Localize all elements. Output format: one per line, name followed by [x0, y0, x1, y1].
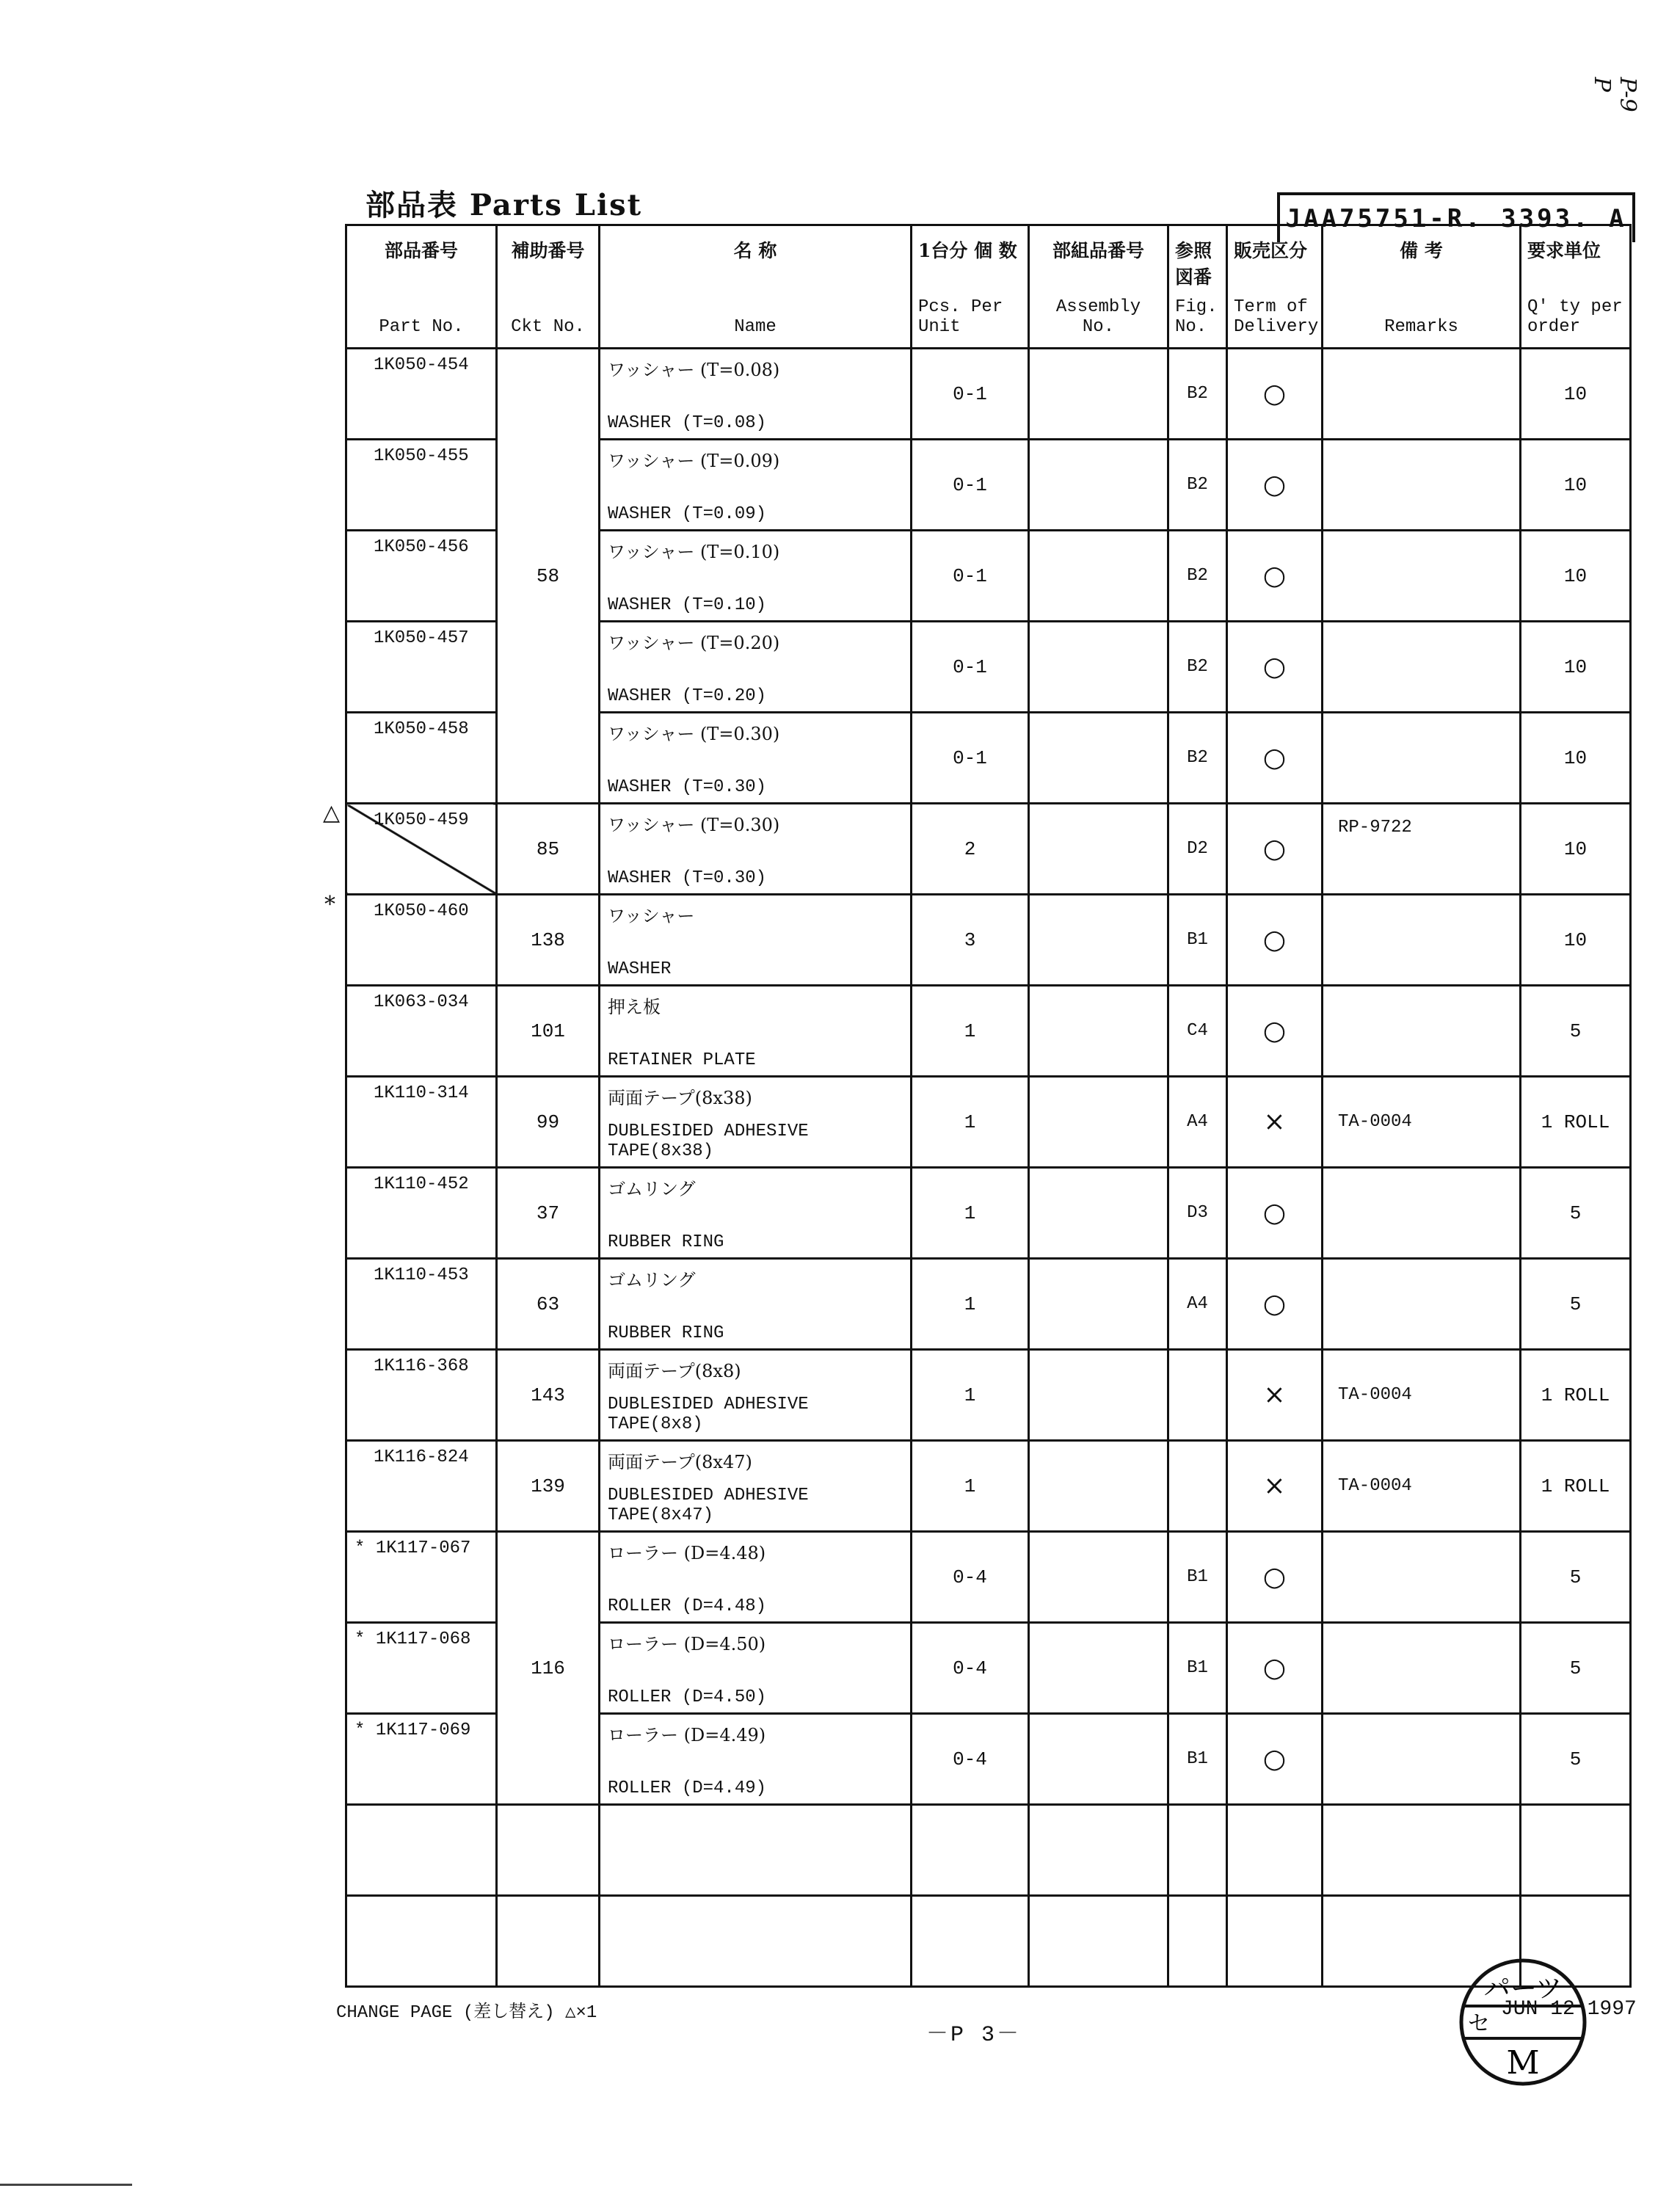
qty-per-order: 10 [1521, 349, 1631, 440]
qty-per-order: 5 [1521, 1714, 1631, 1805]
header-label: 補助番号 [511, 240, 585, 261]
table-row [346, 1532, 1631, 1623]
fig-number [1168, 1441, 1227, 1532]
name-en: DUBLESIDED ADHESIVE TAPE(8x47) [608, 1485, 809, 1525]
header-name [600, 225, 912, 349]
part-number: 1K050-454 [346, 349, 497, 440]
pcs-per-unit: 0-4 [912, 1714, 1029, 1805]
header-label: Term of Delivery [1234, 297, 1319, 337]
header-assembly [1029, 225, 1168, 349]
empty-cell [1227, 1896, 1323, 1987]
fig-number: D3 [1168, 1168, 1227, 1259]
part-number: 1K050-458 [346, 713, 497, 804]
remarks [1323, 1623, 1521, 1714]
pcs-per-unit: 1 [912, 986, 1029, 1077]
pcs-per-unit: 1 [912, 1077, 1029, 1168]
ckt-number: 101 [497, 986, 600, 1077]
pcs-per-unit: 1 [912, 1441, 1029, 1532]
assembly-number [1029, 713, 1168, 804]
qty-per-order: 5 [1521, 1623, 1631, 1714]
term-of-delivery: × [1227, 1077, 1323, 1168]
name-jp: ワッシャー (T=0.30) [608, 723, 780, 744]
header-remarks [1323, 225, 1521, 349]
assembly-number [1029, 895, 1168, 986]
part-number: 1K110-452 [346, 1168, 497, 1259]
term-of-delivery: ○ [1227, 1532, 1323, 1623]
pcs-per-unit: 0-4 [912, 1623, 1029, 1714]
term-of-delivery: × [1227, 1350, 1323, 1441]
name-en: WASHER [608, 959, 672, 979]
part-number [346, 1532, 497, 1623]
ckt-number: 138 [497, 895, 600, 986]
term-of-delivery: ○ [1227, 1259, 1323, 1350]
name-en: WASHER (T=0.30) [608, 868, 767, 888]
term-of-delivery: ○ [1227, 804, 1323, 895]
header-fig [1168, 225, 1227, 349]
part-name [600, 713, 912, 804]
header-ckt-no [497, 225, 600, 349]
name-jp: ワッシャー (T=0.10) [608, 541, 780, 562]
assembly-number [1029, 1077, 1168, 1168]
part-name [600, 531, 912, 622]
name-en: WASHER (T=0.30) [608, 777, 767, 797]
stamp-bottom-text: M [1506, 2044, 1540, 2082]
part-number [346, 1623, 497, 1714]
empty-cell [600, 1896, 912, 1987]
pcs-per-unit: 1 [912, 1168, 1029, 1259]
assembly-number [1029, 531, 1168, 622]
ckt-number: 99 [497, 1077, 600, 1168]
pcs-per-unit: 2 [912, 804, 1029, 895]
name-en: WASHER (T=0.08) [608, 413, 767, 433]
fig-number: B2 [1168, 531, 1227, 622]
empty-cell [1029, 1896, 1168, 1987]
name-jp: ゴムリング [608, 1178, 696, 1199]
term-of-delivery: ○ [1227, 622, 1323, 713]
table-row [346, 895, 1631, 986]
part-name [600, 349, 912, 440]
part-number: 1K063-034 [346, 986, 497, 1077]
name-en: ROLLER (D=4.50) [608, 1687, 767, 1707]
term-of-delivery: ○ [1227, 531, 1323, 622]
pcs-per-unit: 1 [912, 1259, 1029, 1350]
fig-number: B2 [1168, 349, 1227, 440]
fig-number: B2 [1168, 440, 1227, 531]
part-name [600, 440, 912, 531]
header-term [1227, 225, 1323, 349]
fig-number: B1 [1168, 895, 1227, 986]
name-jp: ローラー (D=4.48) [608, 1542, 766, 1563]
qty-per-order: 5 [1521, 986, 1631, 1077]
part-number-text: 1K117-069 [375, 1720, 471, 1740]
name-jp: 両面テープ(8x38) [608, 1087, 752, 1108]
triangle-change-icon: △ [323, 800, 341, 826]
pcs-per-unit: 0-1 [912, 713, 1029, 804]
header-label: 参照 図番 [1175, 240, 1212, 288]
fig-number: B1 [1168, 1532, 1227, 1623]
part-name [600, 1350, 912, 1441]
header-label: 名 称 [733, 240, 777, 261]
empty-cell [1521, 1805, 1631, 1896]
header-label: Fig. No. [1175, 297, 1218, 337]
qty-per-order: 10 [1521, 804, 1631, 895]
header-row [346, 225, 1631, 349]
ckt-number: 58 [497, 349, 600, 804]
ckt-number: 37 [497, 1168, 600, 1259]
part-name [600, 986, 912, 1077]
part-name [600, 1168, 912, 1259]
qty-per-order: 10 [1521, 622, 1631, 713]
asterisk-mark: * [354, 1629, 366, 1649]
assembly-number [1029, 1441, 1168, 1532]
part-number: 1K050-456 [346, 531, 497, 622]
assembly-number [1029, 1350, 1168, 1441]
term-of-delivery: ○ [1227, 895, 1323, 986]
name-en: DUBLESIDED ADHESIVE TAPE(8x8) [608, 1394, 809, 1434]
part-number: 1K116-368 [346, 1350, 497, 1441]
qty-per-order: 10 [1521, 531, 1631, 622]
qty-per-order: 1 ROLL [1521, 1077, 1631, 1168]
remarks: TA-0004 [1323, 1350, 1521, 1441]
name-jp: 押え板 [608, 996, 661, 1017]
table-row [346, 1077, 1631, 1168]
empty-cell [497, 1805, 600, 1896]
assembly-number [1029, 1168, 1168, 1259]
term-of-delivery: ○ [1227, 349, 1323, 440]
remarks: TA-0004 [1323, 1441, 1521, 1532]
parts-table [345, 224, 1632, 1988]
fig-number: C4 [1168, 986, 1227, 1077]
assembly-number [1029, 622, 1168, 713]
assembly-number [1029, 986, 1168, 1077]
ckt-number: 143 [497, 1350, 600, 1441]
qty-per-order: 10 [1521, 713, 1631, 804]
fig-number: B2 [1168, 713, 1227, 804]
part-number: 1K050-459 [346, 804, 497, 895]
name-jp: ゴムリング [608, 1269, 696, 1290]
header-label: Ckt No. [511, 317, 585, 337]
header-qty [1521, 225, 1631, 349]
stamp-date: JUN 12 1997 [1501, 1998, 1637, 2021]
name-jp: 両面テープ(8x8) [608, 1360, 741, 1381]
ckt-number: 85 [497, 804, 600, 895]
header-label: Remarks [1384, 317, 1458, 337]
table-row [346, 804, 1631, 895]
header-pcs [912, 225, 1029, 349]
name-jp: ワッシャー (T=0.30) [608, 814, 780, 835]
assembly-number [1029, 1259, 1168, 1350]
stamp-top-text: パーツ [1483, 1974, 1563, 2004]
part-name [600, 1714, 912, 1805]
term-of-delivery: ○ [1227, 1168, 1323, 1259]
remarks [1323, 531, 1521, 622]
part-name [600, 804, 912, 895]
name-en: ROLLER (D=4.48) [608, 1596, 767, 1616]
header-label: 部組品番号 [1052, 240, 1144, 261]
header-label: 1台分 個 数 [918, 240, 1017, 261]
table-row [346, 1259, 1631, 1350]
table-row [346, 1168, 1631, 1259]
fig-number: A4 [1168, 1077, 1227, 1168]
ckt-number: 63 [497, 1259, 600, 1350]
qty-per-order: 10 [1521, 895, 1631, 986]
assembly-number [1029, 1623, 1168, 1714]
empty-cell [1227, 1805, 1323, 1896]
remarks [1323, 440, 1521, 531]
empty-cell [346, 1896, 497, 1987]
remarks [1323, 713, 1521, 804]
part-name [600, 1441, 912, 1532]
name-en: RUBBER RING [608, 1232, 724, 1252]
remarks [1323, 1714, 1521, 1805]
fig-number: A4 [1168, 1259, 1227, 1350]
remarks [1323, 349, 1521, 440]
qty-per-order: 5 [1521, 1259, 1631, 1350]
part-name [600, 622, 912, 713]
term-of-delivery: ○ [1227, 713, 1323, 804]
remarks: RP-9722 [1323, 804, 1521, 895]
part-number [346, 1714, 497, 1805]
remarks [1323, 895, 1521, 986]
parts-center-stamp [1457, 1956, 1589, 2088]
part-number: 1K110-453 [346, 1259, 497, 1350]
header-label: Name [734, 317, 777, 337]
name-jp: ワッシャー [608, 905, 695, 926]
assembly-number [1029, 1532, 1168, 1623]
header-label: Part No. [379, 317, 464, 337]
stamp-middle-text: セ [1468, 2011, 1490, 2037]
empty-row [346, 1805, 1631, 1896]
name-jp: ワッシャー (T=0.09) [608, 450, 780, 471]
empty-cell [1168, 1805, 1227, 1896]
part-name [600, 1077, 912, 1168]
table-row [346, 349, 1631, 440]
remarks [1323, 1168, 1521, 1259]
name-en: DUBLESIDED ADHESIVE TAPE(8x38) [608, 1121, 809, 1161]
handwritten-note: P-9 P [1589, 77, 1640, 112]
qty-per-order: 5 [1521, 1532, 1631, 1623]
asterisk-icon: * [324, 892, 335, 918]
name-en: RUBBER RING [608, 1323, 724, 1343]
name-jp: ワッシャー (T=0.08) [608, 359, 780, 380]
part-name [600, 1623, 912, 1714]
remarks [1323, 622, 1521, 713]
empty-cell [912, 1896, 1029, 1987]
asterisk-mark: * [354, 1720, 366, 1740]
scan-edge-line [0, 2184, 132, 2186]
empty-cell [1168, 1896, 1227, 1987]
part-number-text: 1K117-068 [375, 1629, 471, 1649]
term-of-delivery: × [1227, 1441, 1323, 1532]
remarks [1323, 1532, 1521, 1623]
header-part-no [346, 225, 497, 349]
pcs-per-unit: 3 [912, 895, 1029, 986]
name-en: WASHER (T=0.10) [608, 595, 767, 615]
name-jp: ローラー (D=4.50) [608, 1633, 766, 1654]
header-label: Assembly No. [1055, 297, 1141, 337]
fig-number: B1 [1168, 1623, 1227, 1714]
name-jp: 両面テープ(8x47) [608, 1451, 752, 1472]
pcs-per-unit: 1 [912, 1350, 1029, 1441]
assembly-number [1029, 440, 1168, 531]
part-name [600, 895, 912, 986]
pcs-per-unit: 0-1 [912, 349, 1029, 440]
part-number: 1K110-314 [346, 1077, 497, 1168]
name-en: RETAINER PLATE [608, 1050, 756, 1070]
empty-row [346, 1896, 1631, 1987]
qty-per-order: 5 [1521, 1168, 1631, 1259]
assembly-number [1029, 804, 1168, 895]
pcs-per-unit: 0-1 [912, 531, 1029, 622]
name-en: ROLLER (D=4.49) [608, 1778, 767, 1798]
header-label: Q' ty per order [1527, 297, 1623, 337]
name-en: WASHER (T=0.20) [608, 686, 767, 706]
fig-number [1168, 1350, 1227, 1441]
name-en: WASHER (T=0.09) [608, 504, 767, 524]
empty-cell [1029, 1805, 1168, 1896]
table-row [346, 1441, 1631, 1532]
term-of-delivery: ○ [1227, 440, 1323, 531]
part-name [600, 1259, 912, 1350]
header-label: 販売区分 [1234, 240, 1308, 261]
empty-cell [600, 1805, 912, 1896]
qty-per-order: 10 [1521, 440, 1631, 531]
header-label: Pcs. Per Unit [918, 297, 1003, 337]
empty-cell [346, 1805, 497, 1896]
header-label: 部品番号 [384, 240, 458, 261]
remarks [1323, 1259, 1521, 1350]
table-row [346, 1350, 1631, 1441]
name-jp: ワッシャー (T=0.20) [608, 632, 780, 653]
page-number: －P 3－ [926, 2023, 1022, 2048]
term-of-delivery: ○ [1227, 986, 1323, 1077]
header-label: 備 考 [1400, 240, 1443, 261]
ckt-number: 116 [497, 1532, 600, 1805]
assembly-number [1029, 349, 1168, 440]
empty-cell [912, 1805, 1029, 1896]
empty-cell [1323, 1805, 1521, 1896]
asterisk-mark: * [354, 1538, 366, 1558]
part-name [600, 1532, 912, 1623]
fig-number: D2 [1168, 804, 1227, 895]
empty-cell [497, 1896, 600, 1987]
term-of-delivery: ○ [1227, 1623, 1323, 1714]
remarks [1323, 986, 1521, 1077]
part-number: 1K050-460 [346, 895, 497, 986]
part-number-text: 1K117-067 [375, 1538, 471, 1558]
remarks: TA-0004 [1323, 1077, 1521, 1168]
term-of-delivery: ○ [1227, 1714, 1323, 1805]
table-row [346, 986, 1631, 1077]
qty-per-order: 1 ROLL [1521, 1350, 1631, 1441]
pcs-per-unit: 0-1 [912, 622, 1029, 713]
page-title: 部品表 Parts List [366, 188, 643, 222]
fig-number: B1 [1168, 1714, 1227, 1805]
ckt-number: 139 [497, 1441, 600, 1532]
change-page-note: CHANGE PAGE (差し替え) △×1 [336, 2003, 597, 2023]
fig-number: B2 [1168, 622, 1227, 713]
part-number: 1K050-457 [346, 622, 497, 713]
qty-per-order: 1 ROLL [1521, 1441, 1631, 1532]
header-label: 要求単位 [1527, 240, 1601, 261]
name-jp: ローラー (D=4.49) [608, 1724, 766, 1745]
part-number: 1K116-824 [346, 1441, 497, 1532]
assembly-number [1029, 1714, 1168, 1805]
part-number: 1K050-455 [346, 440, 497, 531]
document-number: JAA75751-R. 3393. A [1277, 192, 1635, 242]
pcs-per-unit: 0-4 [912, 1532, 1029, 1623]
pcs-per-unit: 0-1 [912, 440, 1029, 531]
